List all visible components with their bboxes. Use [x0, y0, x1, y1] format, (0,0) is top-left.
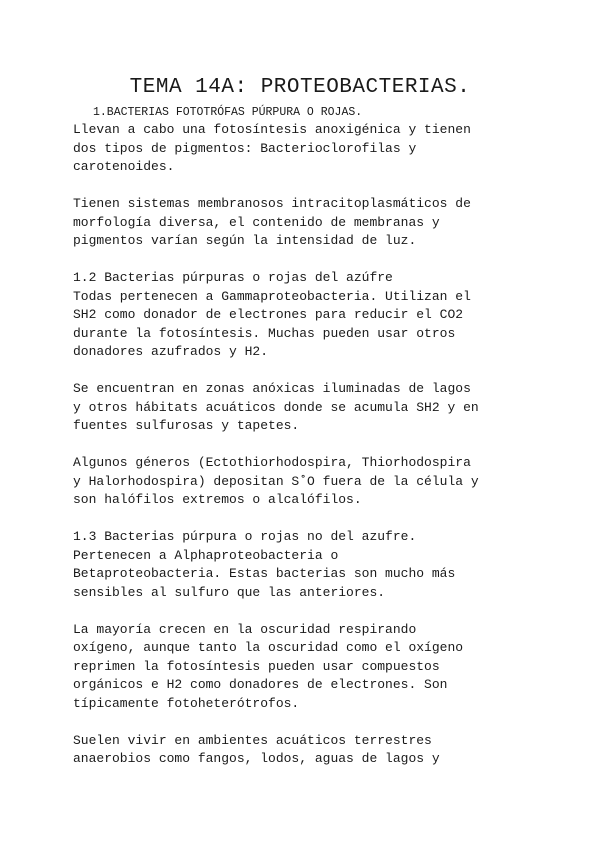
document-title: TEMA 14A: PROTEOBACTERIAS. [129, 76, 471, 99]
text-line: Llevan a cabo una fotosíntesis anoxigénica y tienen [73, 122, 471, 137]
text-line: anaerobios como fangos, lodos, aguas de lagos y [73, 751, 440, 766]
paragraph [73, 454, 543, 510]
paragraph [73, 195, 543, 251]
text-line: Algunos géneros (Ectothiorhodospira, Thiorhodospira [73, 455, 471, 470]
text-line: Suelen vivir en ambientes acuáticos terrestres [73, 732, 432, 748]
text-line: Todas pertenecen a Gammaproteobacteria. Utilizan el [73, 288, 471, 304]
text-line: oxígeno, aunque tanto la oscuridad como el oxígeno [73, 640, 464, 655]
text-line: Tienen sistemas membranosos intracitoplasmáticos de [73, 196, 471, 211]
text-line: dos tipos de pigmentos: Bacterioclorofilas y [73, 140, 417, 156]
paragraph [73, 269, 543, 362]
text-line: y Halorhodospira) depositan S˚O fuera de la célula y [73, 473, 479, 489]
text-line: La mayoría crecen en la oscuridad respirando [73, 621, 417, 637]
text-line: SH2 como donador de electrones para reducir el CO2 [73, 307, 464, 322]
text-line: donadores azufrados y H2. [73, 344, 269, 359]
text-line: reprimen la fotosíntesis pueden usar compuestos [73, 658, 440, 674]
paragraph [73, 121, 543, 177]
paragraph [73, 732, 543, 769]
text-line: Se encuentran en zonas anóxicas iluminadas de lagos [73, 381, 471, 396]
document-body [73, 121, 543, 787]
text-line: orgánicos e H2 como donadores de electrones. Son [73, 677, 448, 692]
paragraph [73, 528, 543, 602]
section-heading: 1.BACTERIAS FOTOTRÓFAS PÚRPURA O ROJAS. [93, 106, 363, 119]
text-line: son halófilos extremos o alcalófilos. [73, 492, 362, 507]
text-line: carotenoides. [73, 159, 175, 174]
subsection-heading: 1.3 Bacterias púrpura o rojas no del azufre. [73, 529, 417, 544]
text-line: pigmentos varían según la intensidad de luz. [73, 233, 417, 248]
text-line: morfología diversa, el contenido de membranas y [73, 214, 440, 230]
paragraph [73, 380, 543, 436]
text-line: típicamente fotoheterótrofos. [73, 695, 300, 711]
text-line: sensibles al sulfuro que las anteriores. [73, 584, 386, 600]
text-line: y otros hábitats acuáticos donde se acumula SH2 y en [73, 399, 479, 415]
text-line: fuentes sulfurosas y tapetes. [73, 418, 300, 433]
text-line: Pertenecen a Alphaproteobacteria o [73, 547, 339, 563]
paragraph [73, 621, 543, 714]
text-line: Betaproteobacteria. Estas bacterias son mucho más [73, 566, 456, 581]
subsection-heading: 1.2 Bacterias púrpuras o rojas del azúfre [73, 270, 393, 285]
text-line: durante la fotosíntesis. Muchas pueden usar otros [73, 325, 456, 341]
